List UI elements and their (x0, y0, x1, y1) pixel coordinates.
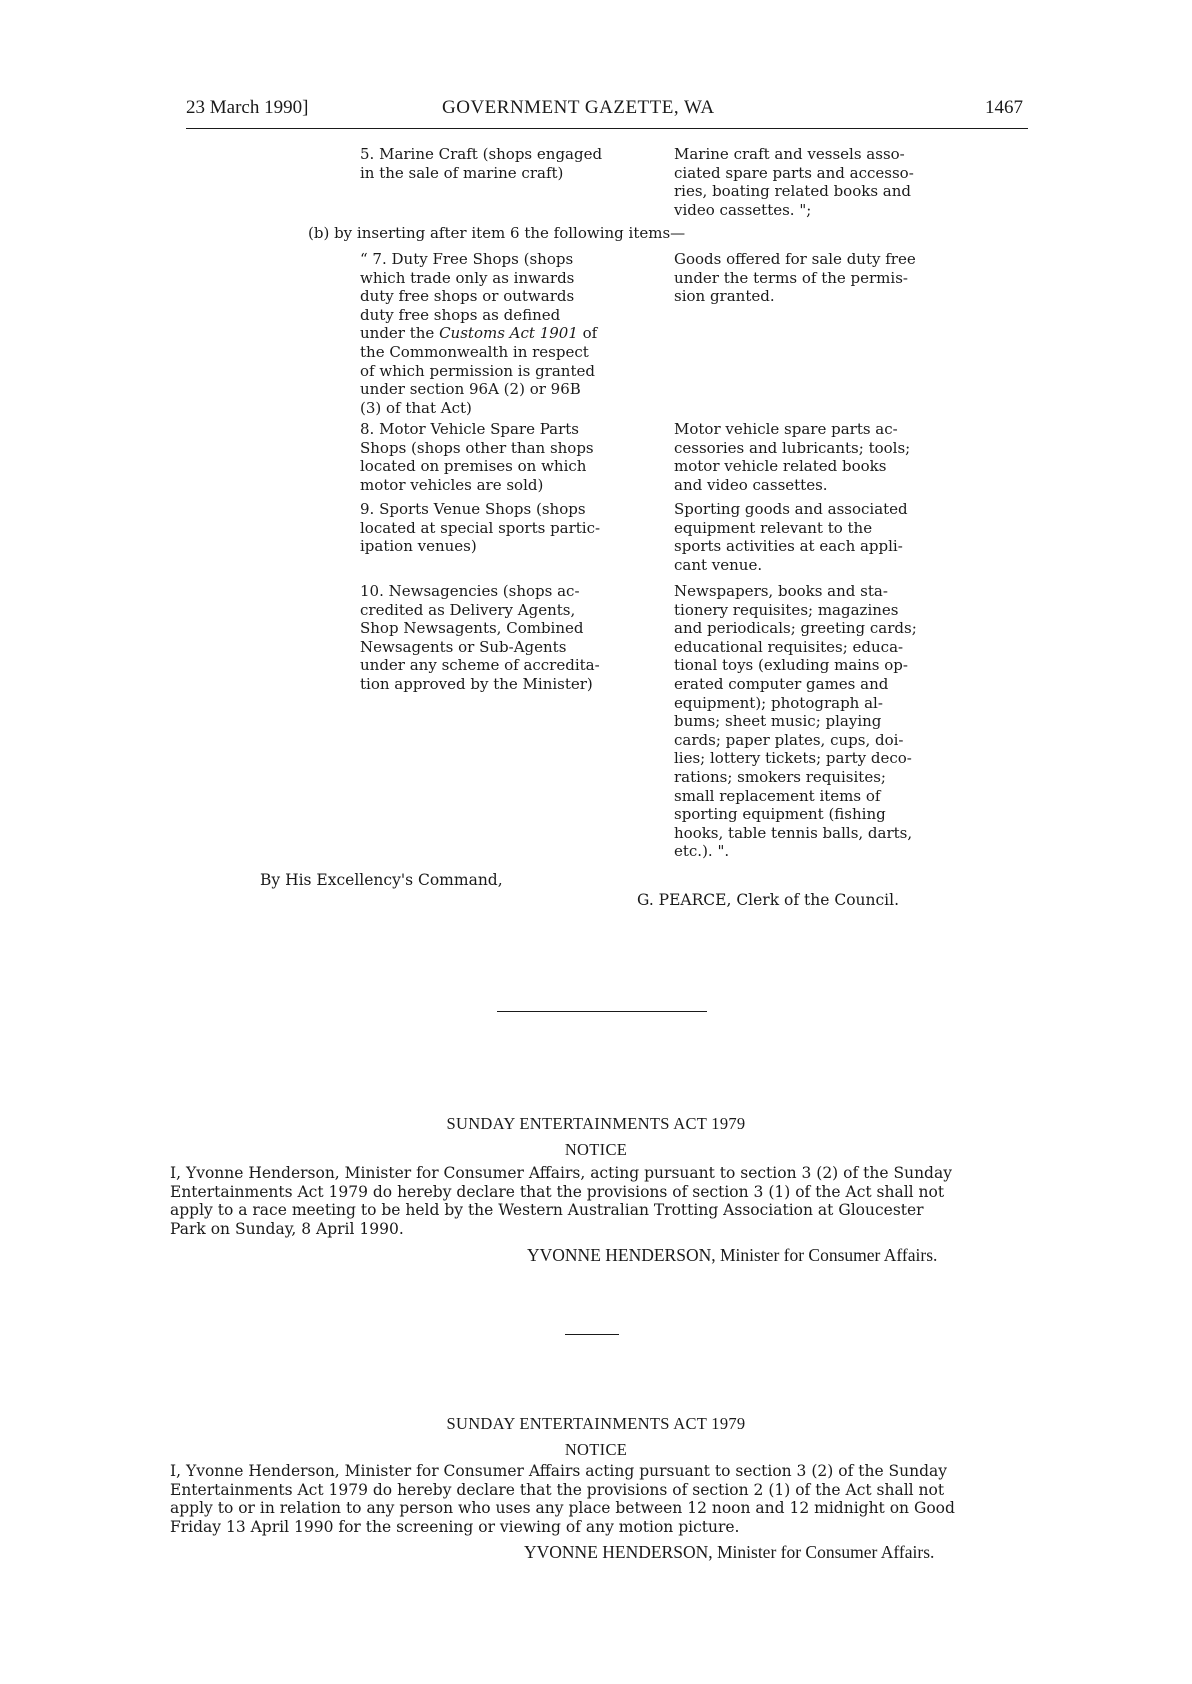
item9-goods: Sporting goods and associated equipment relevant to the sports activities at each appli- cant venue. (674, 500, 908, 574)
notice2-body: I, Yvonne Henderson, Minister for Consumer Affairs acting pursuant to section 3 (2) of the Sunday Entertainments Act 1979 do hereby declare that the provisions of section 2 (1) of the Act shall not apply to or in relation to any person who uses any place between 12 noon and 12 midnight on Good Friday 13 April 1990 for the screening or viewing of any motion picture. (170, 1462, 955, 1536)
notice1-body: I, Yvonne Henderson, Minister for Consumer Affairs, acting pursuant to section 3 (2) of the Sunday Entertainments Act 1979 do hereby declare that the provisions of section 3 (1) of the Act shall not apply to a race meeting to be held by the Western Australian Trotting Association at Gloucester Park on Sunday, 8 April 1990. (170, 1164, 952, 1238)
header-date: 23 March 1990] (186, 97, 309, 118)
header-title: GOVERNMENT GAZETTE, WA (442, 97, 715, 118)
item10-goods: Newspapers, books and sta- tionery requisites; magazines and periodicals; greeting cards; educational requisites; educa- tional toys (exluding mains op- erated computer games and equipment); photograph al- bums; sheet music; playing cards; paper plates, cups, doi- lies; lottery tickets; party deco- rations; smokers requisites; small replacement items of sporting equipment (fishing hooks, table tennis balls, darts, etc.). ". (674, 582, 917, 861)
command-line: By His Excellency's Command, (260, 871, 503, 889)
clerk-signature: G. PEARCE, Clerk of the Council. (637, 891, 900, 909)
notice1-heading: NOTICE (564, 1140, 628, 1159)
notice1-signature: YVONNE HENDERSON, Minister for Consumer Affairs. (527, 1245, 938, 1265)
section-divider-short (565, 1334, 619, 1335)
inserting-instruction: (b) by inserting after item 6 the following items— (308, 224, 686, 242)
notice1-act-title: SUNDAY ENTERTAINMENTS ACT 1979 (446, 1114, 746, 1133)
item5-goods: Marine craft and vessels asso- ciated spare parts and accesso- ries, boating related books and video cassettes. "; (674, 145, 914, 219)
item8-shop-class: 8. Motor Vehicle Spare Parts Shops (shops other than shops located on premises on which motor vehicles are sold) (360, 420, 594, 494)
header-page-number: 1467 (985, 97, 1023, 118)
item7-goods: Goods offered for sale duty free under the terms of the permis- sion granted. (674, 250, 916, 306)
item9-shop-class: 9. Sports Venue Shops (shops located at special sports partic- ipation venues) (360, 500, 601, 556)
item8-goods: Motor vehicle spare parts ac- cessories and lubricants; tools; motor vehicle related books and video cassettes. (674, 420, 911, 494)
item5-shop-class: 5. Marine Craft (shops engaged in the sale of marine craft) (360, 145, 603, 182)
notice2-act-title: SUNDAY ENTERTAINMENTS ACT 1979 (446, 1414, 746, 1433)
item7-act-name: Customs Act 1901 (439, 324, 578, 343)
item7-text-before: “ 7. Duty Free Shops (shops which trade only as inwards duty free shops or outwards duty free shops as defined under the (360, 250, 575, 343)
notice2-heading: NOTICE (564, 1440, 628, 1459)
header-rule (186, 128, 1028, 129)
section-divider (497, 1011, 707, 1012)
notice2-signature: YVONNE HENDERSON, Minister for Consumer Affairs. (524, 1542, 935, 1562)
item7-shop-class (360, 250, 628, 417)
item7-text-after: of the Commonwealth in respect of which permission is granted under section 96A (2) or 96B (3) of that Act) (360, 324, 598, 417)
item10-shop-class: 10. Newsagencies (shops ac- credited as Delivery Agents, Shop Newsagents, Combined Newsagents or Sub-Agents under any scheme of accredita- tion approved by the Minister) (360, 582, 600, 693)
